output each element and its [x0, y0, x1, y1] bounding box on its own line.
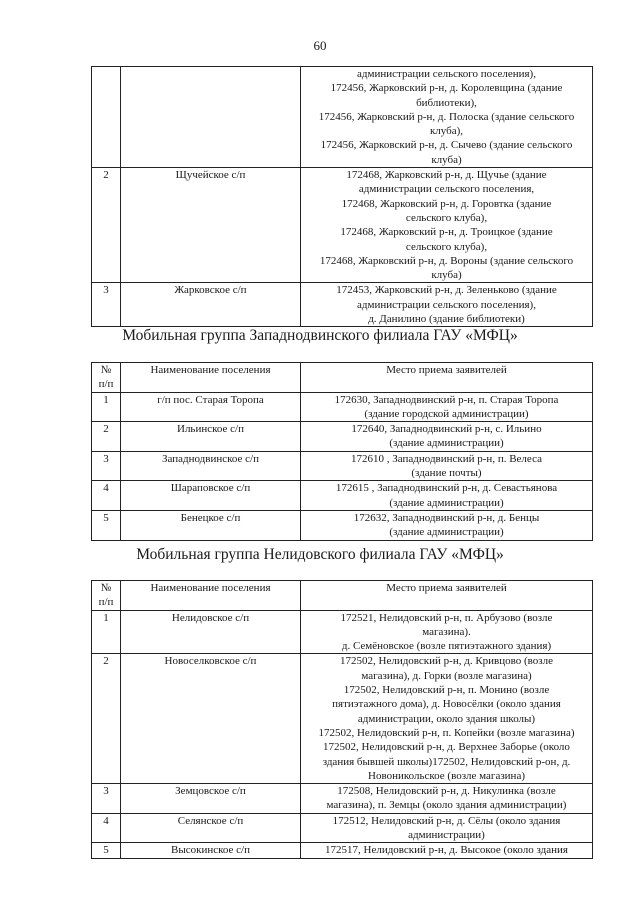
- header-settlement: Наименование поселения: [121, 581, 301, 611]
- reception-place: 172632, Западнодвинский р-н, д. Бенцы (здание администрации): [301, 510, 593, 540]
- reception-place: 172615 , Западнодвинский р-н, д. Севастьянова (здание администрации): [301, 481, 593, 511]
- table-row: [92, 168, 593, 283]
- table-row: [92, 813, 593, 843]
- settlement-name: Бенецкое с/п: [121, 510, 301, 540]
- table-row: [92, 451, 593, 481]
- reception-place: 172521, Нелидовский р-н, п. Арбузово (возле магазина). д. Семёновское (возле пятиэтажного здания): [301, 610, 593, 654]
- settlement-name: Новоселковское с/п: [121, 654, 301, 784]
- table-row: [92, 392, 593, 422]
- settlement-name: Земцовское с/п: [121, 784, 301, 814]
- table-row: [92, 481, 593, 511]
- row-number: 3: [92, 784, 121, 814]
- reception-place: 172508, Нелидовский р-н, д. Никулинка (возле магазина), п. Земцы (около здания администрации): [301, 784, 593, 814]
- reception-place: 172640, Западнодвинский р-н, с. Ильино (здание администрации): [301, 422, 593, 452]
- settlement-name: Нелидовское с/п: [121, 610, 301, 654]
- reception-place: администрации сельского поселения), 172456, Жарковский р-н, д. Королевщина (здание библиотеки), 172456, Жарковский р-н, д. Полоска (здание сельского клуба), 172456, Жарковский р-н, д. Сычево (здание сельского клуба): [301, 67, 593, 168]
- table-header-row: [92, 581, 593, 611]
- header-place: Место приема заявителей: [301, 363, 593, 393]
- settlement-name: [121, 67, 301, 168]
- header-settlement: Наименование поселения: [121, 363, 301, 393]
- table-row: [92, 510, 593, 540]
- reception-place: 172512, Нелидовский р-н, д. Сёлы (около здания администрации): [301, 813, 593, 843]
- row-number: 1: [92, 392, 121, 422]
- nelidovsky-table: [91, 580, 593, 859]
- reception-place: 172453, Жарковский р-н, д. Зеленьково (здание администрации сельского поселения), д. Данилино (здание библиотеки): [301, 283, 593, 327]
- row-number: 1: [92, 610, 121, 654]
- row-number: 3: [92, 451, 121, 481]
- section-heading-nelidovsky: Мобильная группа Нелидовского филиала ГАУ «МФЦ»: [136, 546, 504, 563]
- settlement-name: Жарковское с/п: [121, 283, 301, 327]
- table-row: [92, 654, 593, 784]
- table-row: [92, 843, 593, 858]
- section-heading-zapadnodvinsky: Мобильная группа Западнодвинского филиала ГАУ «МФЦ»: [122, 327, 518, 344]
- row-number: 2: [92, 422, 121, 452]
- page-number: 60: [313, 38, 327, 53]
- row-number: 2: [92, 654, 121, 784]
- zapadnodvinsky-table: [91, 362, 593, 541]
- settlement-name: Высокинское с/п: [121, 843, 301, 858]
- settlement-name: Селянское с/п: [121, 813, 301, 843]
- header-place: Место приема заявителей: [301, 581, 593, 611]
- table-row: [92, 422, 593, 452]
- settlement-name: Щучейское с/п: [121, 168, 301, 283]
- settlement-name: Ильинское с/п: [121, 422, 301, 452]
- row-number: 5: [92, 510, 121, 540]
- reception-place: 172630, Западнодвинский р-н, п. Старая Торопа (здание городской администрации): [301, 392, 593, 422]
- reception-place: 172517, Нелидовский р-н, д. Высокое (около здания: [301, 843, 593, 858]
- header-number: № п/п: [92, 581, 121, 611]
- row-number: 2: [92, 168, 121, 283]
- reception-place: 172468, Жарковский р-н, д. Щучье (здание администрации сельского поселения, 172468, Жарковский р-н, д. Горовтка (здание сельского клуба), 172468, Жарковский р-н, д. Троицкое (здание сельского клуба), 172468, Жарковский р-н, д. Вороны (здание сельского клуба): [301, 168, 593, 283]
- table-row: [92, 610, 593, 654]
- table-row: [92, 784, 593, 814]
- row-number: 3: [92, 283, 121, 327]
- header-number: № п/п: [92, 363, 121, 393]
- reception-place: 172610 , Западнодвинский р-н, п. Велеса (здание почты): [301, 451, 593, 481]
- row-number: 4: [92, 481, 121, 511]
- row-number: [92, 67, 121, 168]
- settlement-name: г/п пос. Старая Торопа: [121, 392, 301, 422]
- zharkovsky-table: [91, 66, 593, 327]
- table-row: [92, 67, 593, 168]
- row-number: 4: [92, 813, 121, 843]
- reception-place: 172502, Нелидовский р-н, д. Кривцово (возле магазина), д. Горки (возле магазина) 172502, Нелидовский р-н, п. Монино (возле пятиэтажного дома), д. Новосёлки (около здания администрации, около здания школы) 172502, Нелидовский р-н, п. Копейки (возле магазина) 172502, Нелидовский р-н, д. Верхнее Заборье (около здания бывшей школы)172502, Нелидовский р-он, д. Новоникольское (возле магазина): [301, 654, 593, 784]
- settlement-name: Западнодвинское с/п: [121, 451, 301, 481]
- row-number: 5: [92, 843, 121, 858]
- table-header-row: [92, 363, 593, 393]
- settlement-name: Шараповское с/п: [121, 481, 301, 511]
- table-row: [92, 283, 593, 327]
